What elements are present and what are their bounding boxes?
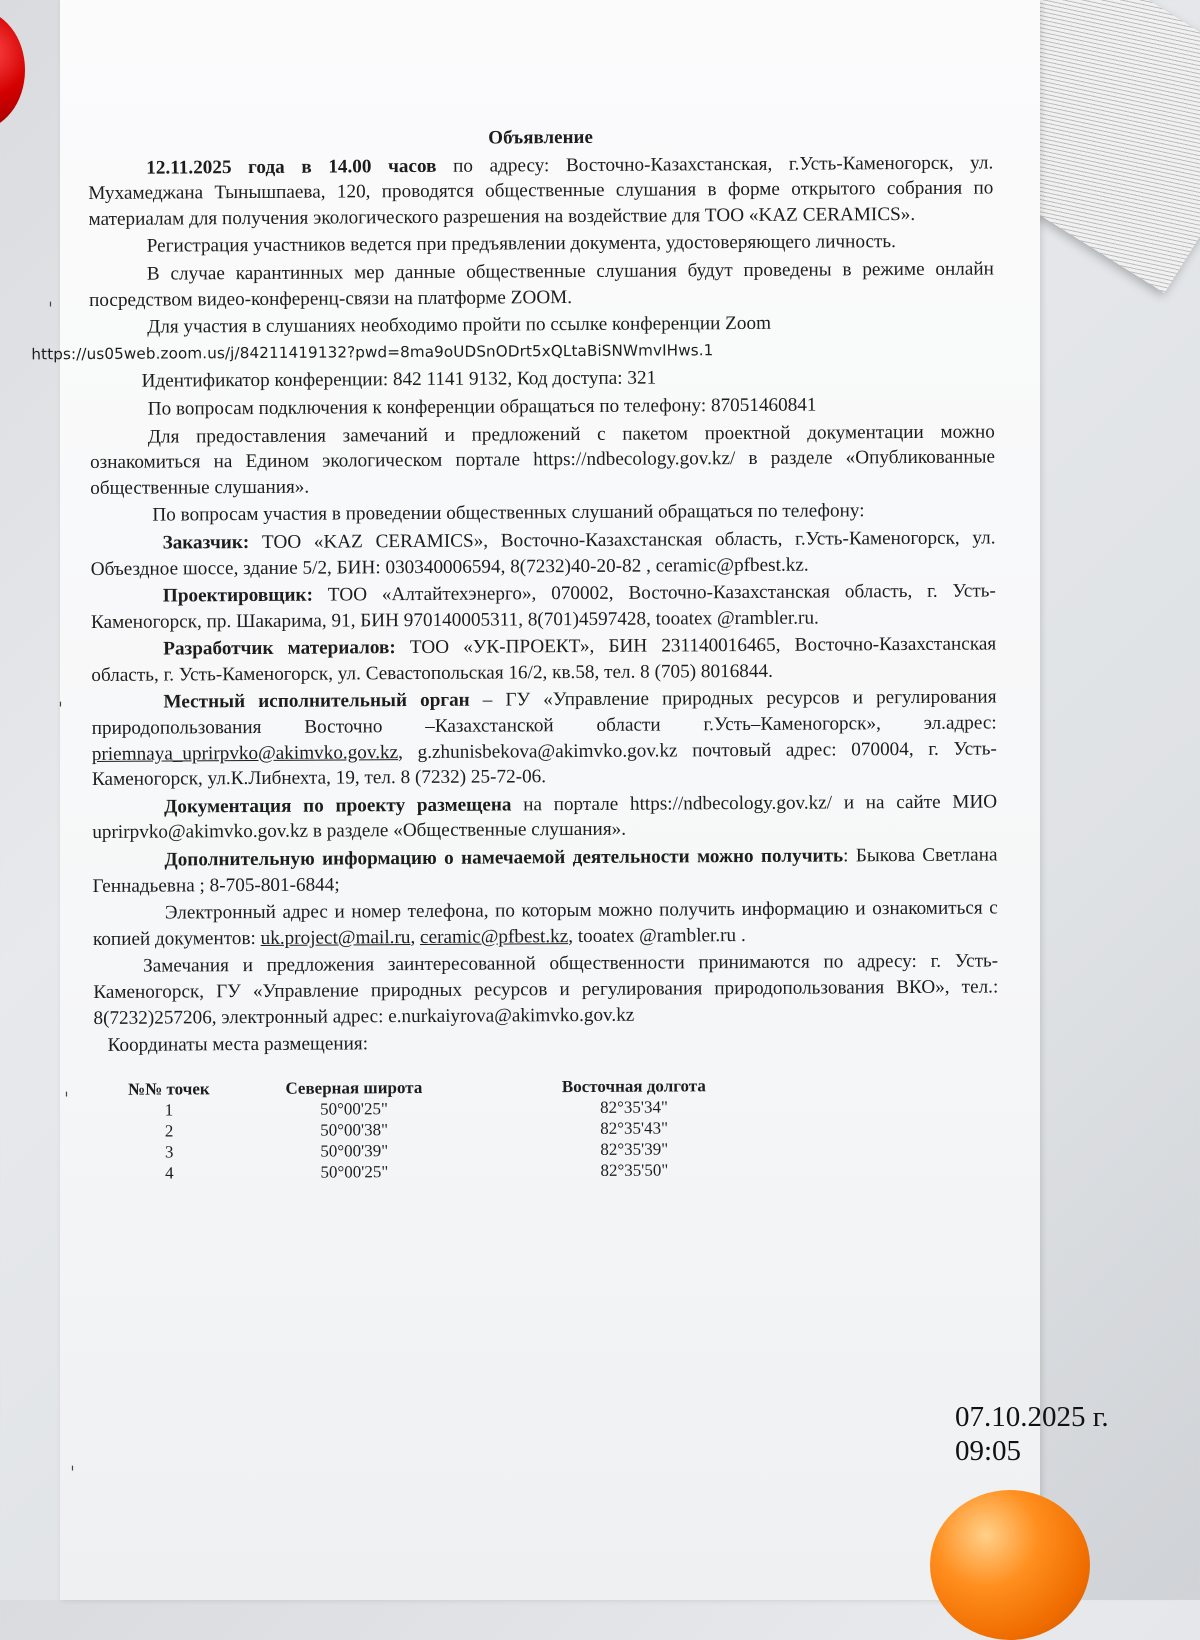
participation-paragraph: По вопросам участия в проведении общественных слушаний обращаться по телефону: bbox=[152, 500, 865, 526]
point-number: 3 bbox=[164, 1142, 174, 1162]
margin-mark: ˌ bbox=[48, 288, 53, 309]
coordinates-header-row bbox=[114, 1075, 784, 1100]
contacts-email-link-1[interactable]: uk.project@mail.ru bbox=[260, 926, 411, 949]
connection-phone: По вопросам подключения к конференции обращаться по телефону: 87051460841 bbox=[147, 394, 817, 420]
header-north-latitude: Северная широта bbox=[285, 1077, 423, 1098]
conference-id: Идентификатор конференции: 842 1141 9132, Код доступа: 321 bbox=[141, 367, 657, 393]
developer-text: ТОО «УК-ПРОЕКТ», БИН 231140016465, Восточно-Казахстанская область, г. Усть-Каменогорск, ул. Севастопольская 16/2, кв.58, тел. 8 (705) 8016844. bbox=[91, 633, 997, 686]
extra-info-paragraph bbox=[92, 842, 997, 899]
customer-text: ТОО «KAZ CERAMICS», Восточно-Казахстанская область, г.Усть-Каменогорск, ул. Объездное шоссе, здание 5/2, БИН: 030340006594, 8(7232)40-20-82 , ceramic@pfbest.kz. bbox=[90, 527, 996, 580]
contacts-tail: , tooatex @rambler.ru . bbox=[568, 924, 746, 947]
customer-paragraph bbox=[90, 525, 995, 582]
portal-paragraph: Для предоставления замечаний и предложений с пакетом проектной документации можно ознакомиться на Едином экологическом портале https://ndbecology.gov.kz/ в разделе «Опубликованные общественные слушания». bbox=[89, 420, 996, 499]
hearing-datetime: 12.11.2025 года в 14.00 часов bbox=[146, 155, 437, 179]
documentation-text: на портале https://ndbecology.gov.kz/ и на сайте МИО uprirpvko@akimvko.gov.kz в разделе «Общественные слушания». bbox=[92, 791, 998, 844]
longitude-value: 82°35'50" bbox=[600, 1160, 669, 1180]
documentation-label: Документация по проекту размещена bbox=[164, 794, 512, 818]
zoom-paragraph bbox=[31, 310, 994, 368]
designer-label: Проектировщик: bbox=[162, 584, 314, 607]
point-number: 2 bbox=[164, 1121, 174, 1141]
coordinates-title: Координаты места размещения: bbox=[107, 1033, 369, 1057]
extra-info-text: : Быкова Светлана Геннадьевна ; 8-705-801-6844; bbox=[92, 844, 998, 897]
longitude-value: 82°35'43" bbox=[600, 1118, 669, 1138]
latitude-value: 50°00'25" bbox=[320, 1161, 389, 1182]
margin-mark: ˌ bbox=[70, 1452, 75, 1473]
contacts-text: Электронный адрес и номер телефона, по которым можно получить информацию и ознакомиться с копией документов: bbox=[92, 897, 998, 950]
point-number: 4 bbox=[165, 1163, 174, 1183]
authority-text-tail: , g.zhunisbekova@akimvko.gov.kz почтовый адрес: 070004, г. Усть-Каменогорск, ул.К.Либнехта, 19, тел. 8 (7232) 25-72-06. bbox=[91, 738, 997, 791]
authority-text: – ГУ «Управление природных ресурсов и регулирования природопользования Восточно –Казахстанской области г.Усть–Каменогорск», эл.адрес: bbox=[91, 686, 997, 740]
latitude-value: 50°00'39" bbox=[320, 1140, 389, 1161]
photo-timestamp bbox=[955, 1400, 1109, 1468]
latitude-value: 50°00'38" bbox=[320, 1119, 389, 1140]
latitude-value: 50°00'25" bbox=[320, 1098, 388, 1119]
margin-mark: ˌ bbox=[58, 688, 63, 709]
header-point-number: №№ точек bbox=[128, 1079, 210, 1099]
authority-paragraph bbox=[91, 685, 997, 793]
document-title: Объявление bbox=[488, 126, 593, 149]
designer-paragraph bbox=[91, 579, 996, 636]
registration-paragraph: Регистрация участников ведется при предъявлении документа, удостоверяющего личность. bbox=[146, 231, 897, 258]
contacts-separator: , bbox=[410, 926, 421, 948]
remarks-paragraph: Замечания и предложения заинтересованной общественности принимаются по адресу: г. Усть-Каменогорск, ГУ «Управление природных ресурсов и регулирования природопользования ВКО», тел.: 8(7232)257206, электронный адрес: e.nurkaiyrova@akimvko.gov.kz bbox=[93, 950, 999, 1029]
timestamp-time: 09:05 bbox=[955, 1435, 1022, 1467]
contacts-email-link-2[interactable]: ceramic@pfbest.kz bbox=[419, 925, 569, 948]
margin-mark: ˌ bbox=[64, 1078, 69, 1099]
extra-info-label: Дополнительную информацию о намечаемой деятельности можно получить bbox=[164, 845, 844, 871]
developer-label: Разработчик материалов: bbox=[163, 637, 396, 660]
designer-text: ТОО «Алтайтехэнерго», 070002, Восточно-Казахстанская область, г. Усть-Каменогорск, пр. Шакарима, 91, БИН 970140005311, 8(701)4597428, tooatex @rambler.ru. bbox=[90, 580, 996, 633]
coordinates-table bbox=[114, 1075, 785, 1184]
developer-paragraph bbox=[91, 632, 996, 689]
authority-label: Местный исполнительный орган bbox=[163, 690, 470, 714]
table-row bbox=[114, 1159, 784, 1184]
documentation-paragraph bbox=[92, 789, 997, 846]
longitude-value: 82°35'34" bbox=[600, 1097, 668, 1117]
zoom-link[interactable]: https://us05web.zoom.us/j/84211419132?pwd=8ma9oUDSnODrt5xQLtaBiSNWmvIHws.1 bbox=[31, 340, 714, 364]
customer-label: Заказчик: bbox=[162, 531, 250, 554]
hearing-details: по адресу: Восточно-Казахстанская, г.Усть-Каменогорск, ул. Мухамеджана Тынышпаева, 120, проводятся общественные слушания в форме открытого собрания по материалам для получения экологического разрешения на воздействие для ТОО «KAZ CERAMICS». bbox=[88, 152, 994, 230]
point-number: 1 bbox=[164, 1100, 174, 1120]
longitude-value: 82°35'39" bbox=[600, 1139, 669, 1159]
authority-email-link[interactable]: priemnaya_uprirpvko@akimvko.gov.kz bbox=[91, 741, 399, 765]
quarantine-paragraph: В случае карантинных мер данные общественные слушания будут проведены в режиме онлайн посредством видео-конференц-связи на платформе ZOOM. bbox=[88, 258, 994, 311]
timestamp-date: 07.10.2025 г. bbox=[955, 1401, 1109, 1433]
intro-paragraph bbox=[88, 150, 993, 232]
zoom-intro: Для участия в слушаниях необходимо пройти по ссылке конференции Zoom bbox=[147, 312, 772, 338]
header-east-longitude: Восточная долгота bbox=[561, 1076, 706, 1096]
contacts-paragraph bbox=[93, 896, 998, 953]
red-magnet bbox=[0, 10, 25, 130]
announcement-document bbox=[31, 122, 999, 1183]
orange-magnet bbox=[930, 1490, 1090, 1640]
